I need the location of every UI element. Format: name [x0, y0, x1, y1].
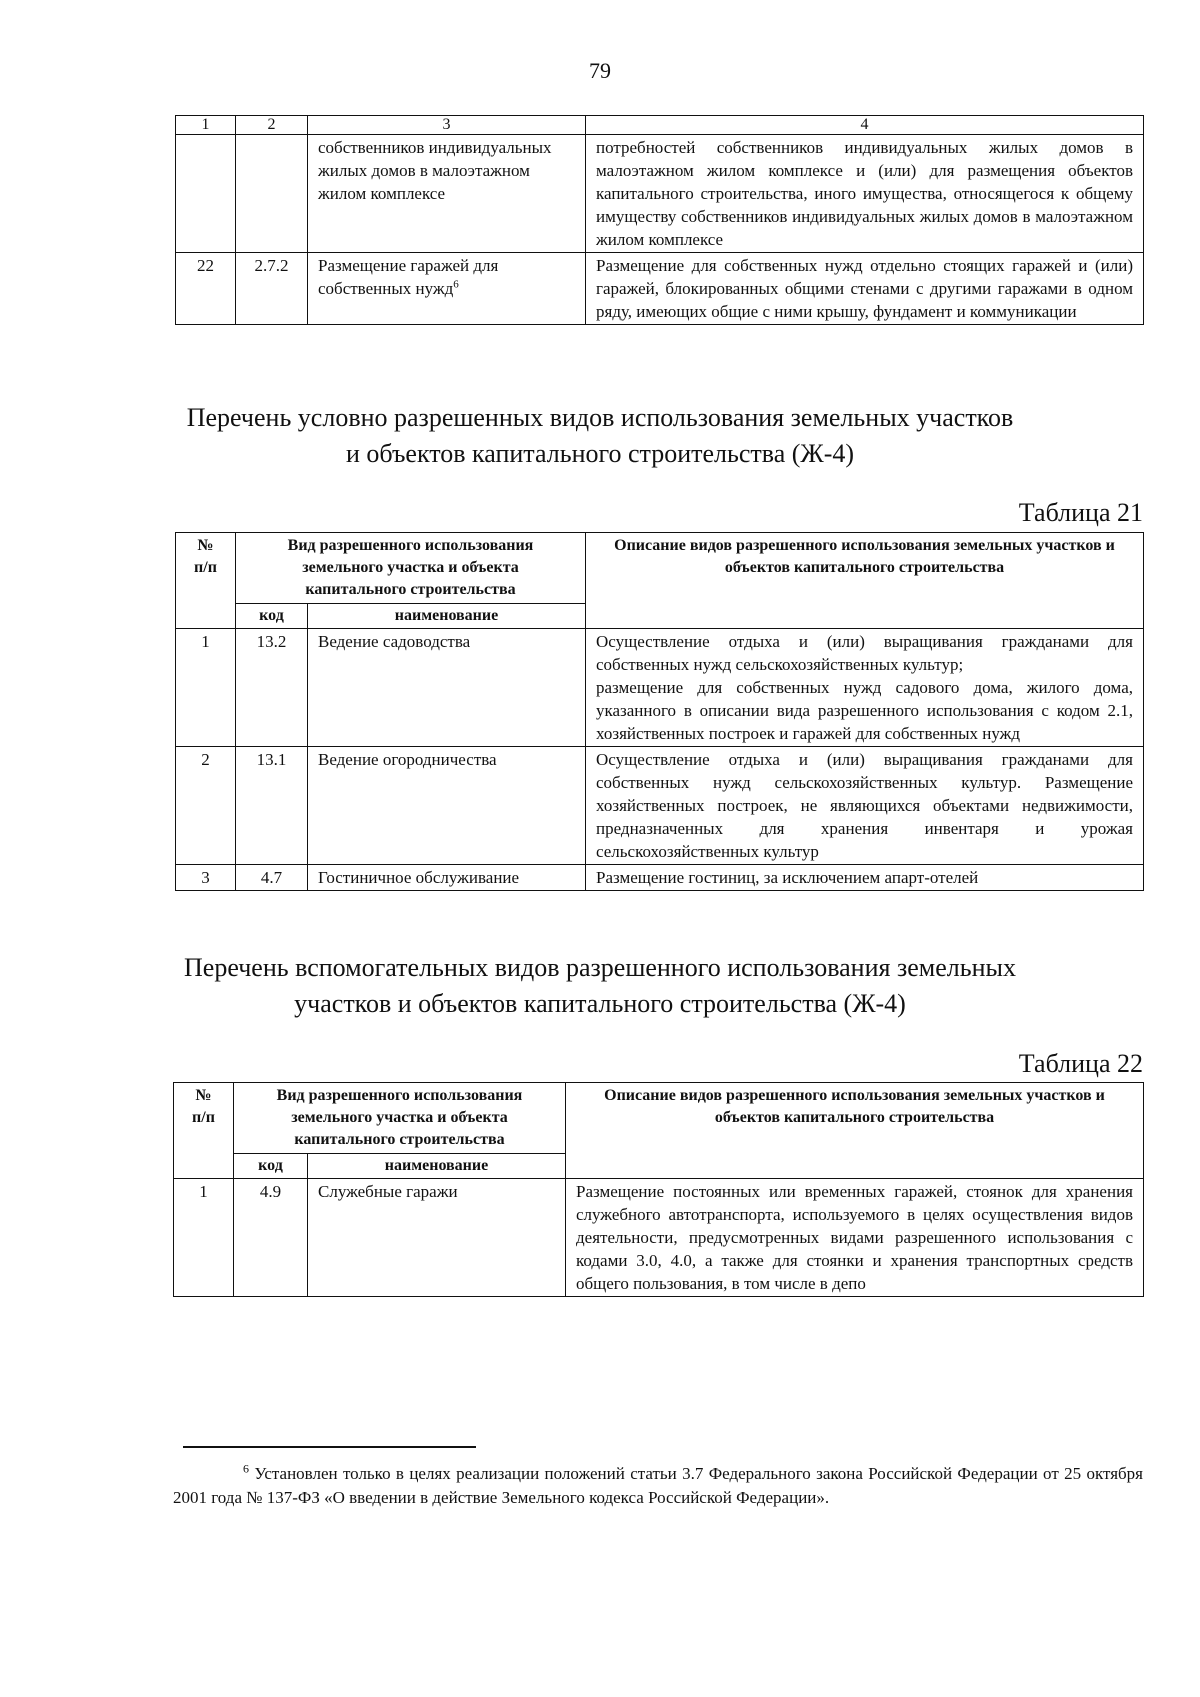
- footnote: [173, 1462, 1143, 1510]
- footnote-reference[interactable]: 6: [453, 278, 459, 291]
- header-row: [174, 1083, 1144, 1154]
- row-description-part: Размещение гостиниц, за исключением апарт-отелей: [596, 868, 979, 887]
- col-number: 4: [586, 116, 1144, 135]
- row-name: [308, 135, 586, 253]
- row-description: [586, 747, 1144, 865]
- section-title-auxiliary: [0, 950, 1200, 1022]
- row-name-text: собственников индивидуальных жилых домов в малоэтажном жилом комплексе: [318, 138, 552, 203]
- page-number: 79: [589, 58, 611, 83]
- table-22: [173, 1082, 1144, 1297]
- table-row: [176, 253, 1144, 325]
- row-name: Ведение садоводства: [308, 629, 586, 747]
- header-description: Описание видов разрешенного использования земельных участков и объектов капитального строительства: [566, 1083, 1144, 1179]
- row-number: [176, 135, 236, 253]
- row-description: Размещение для собственных нужд отдельно стоящих гаражей и (или) гаражей, блокированных общими стенами с другими гаражами в одном ряду, имеющих общие с ними крышу, фундамент и коммуникации: [586, 253, 1144, 325]
- row-code: [236, 135, 308, 253]
- col-number: 1: [176, 116, 236, 135]
- row-number: 1: [176, 629, 236, 747]
- header-name: наименование: [308, 604, 586, 629]
- table-21: [175, 532, 1144, 891]
- row-description: потребностей собственников индивидуальных жилых домов в малоэтажном жилом комплексе и (или) для размещения объектов капитального строительства, иного имущества, относящегося к общему имуществу собственников индивидуальных жилых домов в малоэтажном жилом комплексе: [586, 135, 1144, 253]
- row-number: 3: [176, 865, 236, 891]
- row-code: 13.2: [236, 629, 308, 747]
- footnote-body: [173, 1462, 1143, 1510]
- col-number: 3: [308, 116, 586, 135]
- table-row: [176, 135, 1144, 253]
- row-code: 4.9: [234, 1179, 308, 1297]
- header-description: Описание видов разрешенного использования земельных участков и объектов капитального строительства: [586, 533, 1144, 629]
- header-kind: Вид разрешенного использования земельного участка и объекта капитального строительства: [234, 1083, 566, 1154]
- header-number: № п/п: [174, 1083, 234, 1179]
- table-row: [176, 747, 1144, 865]
- section-title-line: Перечень условно разрешенных видов использования земельных участков: [186, 403, 1014, 432]
- column-number-row: [176, 116, 1144, 135]
- table-caption: Таблица 21: [1018, 498, 1143, 527]
- header-kind: Вид разрешенного использования земельного участка и объекта капитального строительства: [236, 533, 586, 604]
- footnote-separator: [183, 1446, 476, 1448]
- row-description-part: размещение для собственных нужд садового дома, жилого дома, указанного в описании вида разрешенного использования с кодом 2.1, хозяйственных построек и гаражей для собственных нужд: [596, 678, 1133, 743]
- table-row: [174, 1179, 1144, 1297]
- table-row: [176, 629, 1144, 747]
- header-number: № п/п: [176, 533, 236, 629]
- header-code: код: [236, 604, 308, 629]
- continuation-table: [175, 115, 1144, 325]
- row-name: [308, 253, 586, 325]
- row-name-text: Размещение гаражей для собственных нужд: [318, 256, 499, 298]
- section-title-line: Перечень вспомогательных видов разрешенного использования земельных: [184, 953, 1016, 982]
- footnote-mark: 6: [243, 1461, 249, 1476]
- row-number: 22: [176, 253, 236, 325]
- row-code: 13.1: [236, 747, 308, 865]
- table-caption: Таблица 22: [1018, 1049, 1143, 1078]
- header-name: наименование: [308, 1154, 566, 1179]
- table-row: [176, 865, 1144, 891]
- row-name: Ведение огородничества: [308, 747, 586, 865]
- row-code: 4.7: [236, 865, 308, 891]
- section-title-line: участков и объектов капитального строительства (Ж-4): [294, 989, 906, 1018]
- header-row: [176, 533, 1144, 604]
- row-code: 2.7.2: [236, 253, 308, 325]
- row-description: Размещение постоянных или временных гаражей, стоянок для хранения служебного автотранспорта, используемого в целях осуществления видов деятельности, предусмотренных видами разрешенного использования с кодами 3.0, 4.0, а также для стоянки и хранения транспортных средств общего пользования, в том числе в депо: [566, 1179, 1144, 1297]
- row-description-part: Осуществление отдыха и (или) выращивания гражданами для собственных нужд сельскохозяйственных культур. Размещение хозяйственных построек, не являющихся объектами недвижимости, предназначенных для хранения инвентаря и урожая сельскохозяйственных культур: [596, 750, 1133, 861]
- section-title-line: и объектов капитального строительства (Ж-4): [345, 439, 855, 468]
- row-description: [586, 629, 1144, 747]
- row-number: 1: [174, 1179, 234, 1297]
- footnote-text: Установлен только в целях реализации положений статьи 3.7 Федерального закона Российской Федерации от 25 октября 2001 года № 137-ФЗ «О введении в действие Земельного кодекса Российской Федерации».: [173, 1464, 1143, 1507]
- header-code: код: [234, 1154, 308, 1179]
- row-name: Гостиничное обслуживание: [308, 865, 586, 891]
- row-number: 2: [176, 747, 236, 865]
- row-description-part: Осуществление отдыха и (или) выращивания гражданами для собственных нужд сельскохозяйственных культур;: [596, 632, 1133, 674]
- section-title-conditional: [0, 400, 1200, 472]
- col-number: 2: [236, 116, 308, 135]
- row-name: Служебные гаражи: [308, 1179, 566, 1297]
- row-description: [586, 865, 1144, 891]
